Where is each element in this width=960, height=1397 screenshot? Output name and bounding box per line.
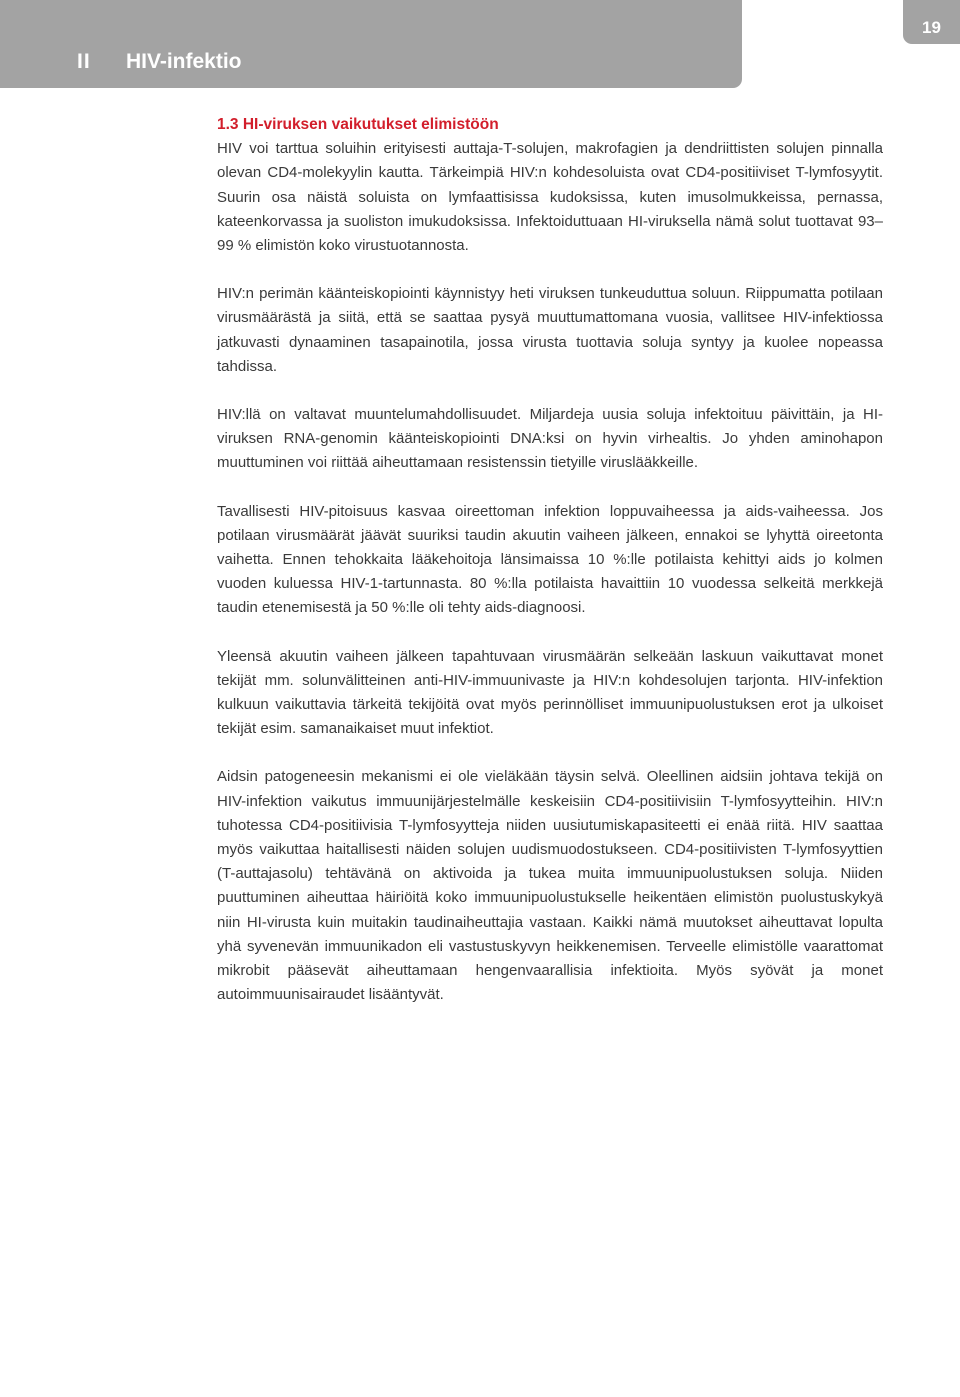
main-content: [217, 113, 883, 1032]
page-number-tab: [903, 0, 960, 44]
paragraph-3: HIV:llä on valtavat muuntelumahdollisuudet. Miljardeja uusia soluja infektoituu päivittäin, ja HI-viruksen RNA-genomin käänteiskopiointi DNA:ksi on hyvin virhealtis. Jo yhden aminohapon muuttuminen voi riittää aiheuttamaan resistenssin tietyille viruslääkkeille.: [217, 406, 883, 472]
section-heading: 1.3 HI-viruksen vaikutukset elimistöön: [217, 116, 499, 133]
page-number: 19: [922, 18, 941, 37]
chapter-number: II: [77, 50, 91, 73]
paragraph-5: Yleensä akuutin vaiheen jälkeen tapahtuvaan virusmäärän selkeään laskuun vaikuttavat monet tekijät mm. solunvälitteinen anti-HIV-immuunivaste ja HIV:n kohdesolujen tarjonta. HIV-infektion kulkuun vaikuttavia tärkeitä tekijöitä ovat myös perinnölliset immuunipuolustuksen erot ja ulkoiset tekijät esim. samanaikaiset muut infektiot.: [217, 647, 883, 738]
paragraph-4: Tavallisesti HIV-pitoisuus kasvaa oireettoman infektion loppuvaiheessa ja aids-vaiheessa. Jos potilaan virusmäärät jäävät suuriksi taudin akuutin vaiheen jälkeen, ennakoi se lyhyttä oireetonta vaihetta. Ennen tehokkaita lääkehoitoja länsimaissa 10 %:lle potilaista kehittyi aids jo kolmen vuoden kuluessa HIV-1-tartunnasta. 80 %:lla potilaista havaittiin 10 vuodessa selkeitä merkkejä taudin etenemisestä ja 50 %:lle oli tehty aids-diagnoosi.: [217, 502, 883, 617]
paragraph-1: HIV voi tarttua soluihin erityisesti auttaja-T-solujen, makrofagien ja dendriittisten solujen pinnalla olevan CD4-molekyylin kautta. Tärkeimpiä HIV:n kohdesoluista ovat CD4-positiiviset T-lymfosyytit. Suurin osa näistä soluista on lymfaattisissa kudoksissa, kuten imusolmukkeissa, pernassa, kateenkorvassa ja suoliston imukudoksissa. Infektoiduttuaan HI-viruksella nämä solut tuottavat 93–99 % elimistön koko virustuotannosta.: [217, 140, 883, 255]
chapter-title: HIV-infektio: [126, 50, 242, 73]
paragraph-6: Aidsin patogeneesin mekanismi ei ole vieläkään täysin selvä. Oleellinen aidsiin johtava tekijä on HIV-infektion vaikutus immuunijärjestelmälle keskeisiin CD4-positiivisiin T-lymfosyytteihin. HIV:n tuhotessa CD4-positiivisia T-lymfosyytteja niiden uusiutumiskapasiteetti ei enää riitä. HIV saattaa myös vaikuttaa haitallisesti näiden solujen uudismuodostukseen. CD4-positiivisten T-lymfosyyttien (T-auttajasolu) tehtävänä on aktivoida ja tukea muita immuunipuolustuksen soluja. Niiden puuttuminen aiheuttaa häiriöitä koko immuunipuolustukselle heikentäen elimistön puolustuskykyä niin HI-virusta kuin muitakin taudinaiheuttajia vastaan. Kaikki nämä muutokset aiheuttavat lopulta yhä syvenevän immuunikadon eli vastustuskyvyn heikkenemisen. Terveelle elimistölle vaarattomat mikrobit pääsevät aiheuttamaan hengenvaarallisia infektioita. Myös syövät ja monet autoimmuunisairaudet lisääntyvät.: [217, 768, 883, 1004]
paragraph-2: HIV:n perimän käänteiskopiointi käynnistyy heti viruksen tunkeuduttua soluun. Riippumatta potilaan virusmäärästä ja siitä, että se saattaa pysyä muuttumattomana vuosia, vallitsee HIV-infektiossa jatkuvasti dynaaminen tasapainotila, jossa virusta tuottavia soluja syntyy ja kuolee nopeassa tahdissa.: [217, 285, 883, 375]
chapter-header-band: [0, 0, 742, 88]
